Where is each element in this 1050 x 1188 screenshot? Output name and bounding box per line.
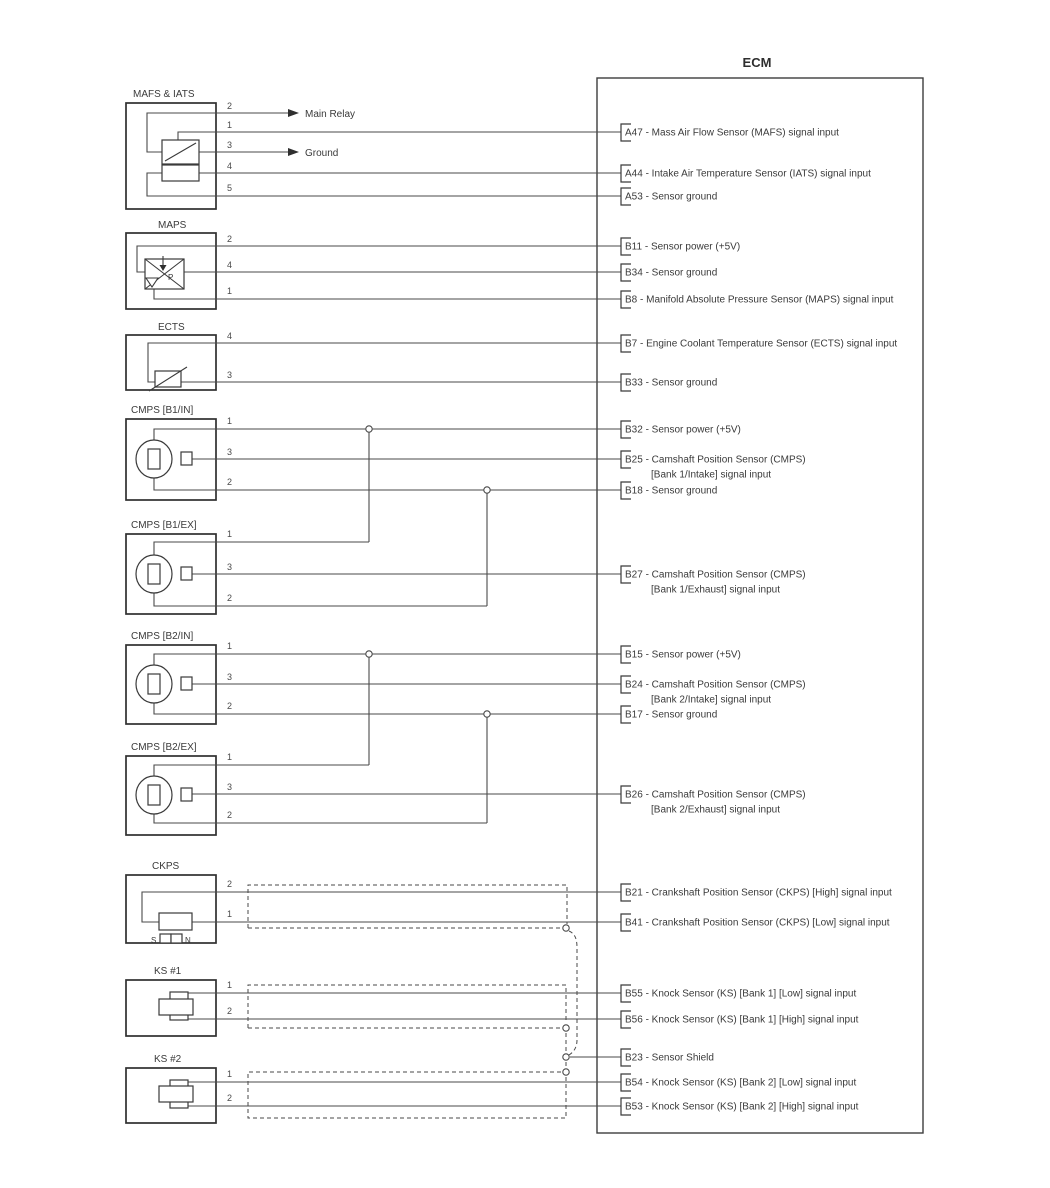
ecm-pin-label: B41 - Crankshaft Position Sensor (CKPS) [Low] signal input <box>625 917 890 929</box>
component-label: CMPS [B1/EX] <box>131 520 197 531</box>
shield-junction-dot <box>563 1069 569 1075</box>
component-label: KS #1 <box>154 966 182 977</box>
ecm-pin-b33 <box>621 374 717 391</box>
pin-number: 1 <box>227 120 233 130</box>
pin-number: 2 <box>227 101 233 111</box>
component-cmps-b1-ex <box>126 520 621 614</box>
component-label: MAFS & IATS <box>133 89 195 100</box>
pin-number: 3 <box>227 782 233 792</box>
ecm-pin-label: A47 - Mass Air Flow Sensor (MAFS) signal input <box>625 127 839 139</box>
pin-number: 1 <box>227 980 233 990</box>
connector-pad <box>181 677 192 690</box>
pin-number: 3 <box>227 140 233 150</box>
pin-number: 4 <box>227 331 233 341</box>
main-relay-target: Main Relay <box>305 109 356 120</box>
ground-target: Ground <box>305 148 339 159</box>
component-label: CMPS [B1/IN] <box>131 405 194 416</box>
ecm-pin-label: B53 - Knock Sensor (KS) [Bank 2] [High] signal input <box>625 1101 859 1113</box>
pin-number: 3 <box>227 672 233 682</box>
ecm-pin-a47 <box>621 124 839 141</box>
wire <box>178 132 621 140</box>
pin-number: 2 <box>227 477 233 487</box>
component-ks1 <box>126 966 621 1036</box>
hall-element <box>148 564 160 584</box>
ecm-pin-label: B15 - Sensor power (+5V) <box>625 649 741 661</box>
wire <box>154 703 621 714</box>
ecm-pin-label-line2: [Bank 1/Exhaust] signal input <box>651 584 780 596</box>
ecm-pin-label: A53 - Sensor ground <box>625 191 718 203</box>
wire <box>154 429 621 440</box>
ecm-pin-label: B26 - Camshaft Position Sensor (CMPS) <box>625 789 806 801</box>
pin-number: 2 <box>227 234 233 244</box>
ecm-pin-label: B56 - Knock Sensor (KS) [Bank 1] [High] signal input <box>625 1014 859 1026</box>
ecm-pin-label-line2: [Bank 2/Intake] signal input <box>651 694 772 706</box>
pin-number: 1 <box>227 416 233 426</box>
arrowhead-icon <box>288 148 299 156</box>
ecm-pin-b34 <box>621 264 717 281</box>
pin-number: 1 <box>227 1069 233 1079</box>
ecm-pin-label: B27 - Camshaft Position Sensor (CMPS) <box>625 569 806 581</box>
ecm-pin-label: B54 - Knock Sensor (KS) [Bank 2] [Low] signal input <box>625 1077 857 1089</box>
ecm-pin-label: B18 - Sensor ground <box>625 485 718 497</box>
iats-element-symbol <box>162 165 199 181</box>
shield-wiring <box>248 885 621 1118</box>
pin-number: 2 <box>227 593 233 603</box>
ecm-pin-b32 <box>621 421 741 438</box>
ecm-pin-b23 <box>621 1049 714 1066</box>
pin-number: 2 <box>227 810 233 820</box>
pin-number: 5 <box>227 183 233 193</box>
ecm-pin-b56 <box>621 1011 859 1028</box>
wire <box>147 173 621 196</box>
shield-junction-dot <box>563 925 569 931</box>
ecm-pin-b8 <box>621 291 894 308</box>
ecm-pin-label: B11 - Sensor power (+5V) <box>625 241 741 253</box>
component-label: CMPS [B2/IN] <box>131 631 194 642</box>
ecm-pin-label: B25 - Camshaft Position Sensor (CMPS) <box>625 454 806 466</box>
ecm-pin-a44 <box>621 165 871 182</box>
hall-element <box>148 449 160 469</box>
ecm-pin-label: B32 - Sensor power (+5V) <box>625 424 741 436</box>
hall-element <box>148 785 160 805</box>
ks2-shield-wire <box>248 1072 566 1118</box>
component-mafs-iats <box>126 89 621 209</box>
wire <box>148 343 621 382</box>
component-maps <box>126 220 621 309</box>
component-label: KS #2 <box>154 1054 182 1065</box>
ecm-pin-label: B24 - Camshaft Position Sensor (CMPS) <box>625 679 806 691</box>
pin-number: 4 <box>227 161 233 171</box>
pin-number: 1 <box>227 752 233 762</box>
ecm-pin-b17 <box>621 706 717 723</box>
magnet-south-label: S <box>151 936 157 945</box>
component-ks2 <box>126 1054 621 1123</box>
ecm-pin-b15 <box>621 646 741 663</box>
component-ects <box>126 322 621 391</box>
pin-number: 2 <box>227 701 233 711</box>
junction-dot <box>366 651 372 657</box>
ecm-pin-label-line2: [Bank 2/Exhaust] signal input <box>651 804 780 816</box>
pin-number: 3 <box>227 370 233 380</box>
shield-junction-dot <box>563 1054 569 1060</box>
ecm-pin-label: B55 - Knock Sensor (KS) [Bank 1] [Low] signal input <box>625 988 857 1000</box>
hall-element <box>148 674 160 694</box>
junction-dot <box>366 426 372 432</box>
ecm-pin-b54 <box>621 1074 856 1091</box>
magnet-symbol <box>171 934 182 943</box>
ecm-pin-b11 <box>621 238 740 255</box>
ecm-box <box>597 78 923 1133</box>
pin-number: 2 <box>227 1093 233 1103</box>
component-cmps-b2-ex <box>126 742 621 835</box>
pin-number: 1 <box>227 529 233 539</box>
junction-dot <box>484 487 490 493</box>
ecm-pin-label: B17 - Sensor ground <box>625 709 718 721</box>
ecm-pin-label: B33 - Sensor ground <box>625 377 718 389</box>
pin-number: 2 <box>227 879 233 889</box>
wire <box>154 478 621 490</box>
pin-number: 1 <box>227 286 233 296</box>
shield-junction-dot <box>563 1025 569 1031</box>
ecm-pin-label: B21 - Crankshaft Position Sensor (CKPS) [High] signal input <box>625 887 892 899</box>
ecm-pin-b7 <box>621 335 897 352</box>
arrowhead-icon <box>288 109 299 117</box>
component-label: CMPS [B2/EX] <box>131 742 197 753</box>
ks1-shield-wire <box>248 985 566 1028</box>
piezo-symbol <box>159 1086 193 1102</box>
pin-number: 3 <box>227 562 233 572</box>
wire <box>154 654 621 665</box>
component-label: MAPS <box>158 220 187 231</box>
ecm-pin-label: B34 - Sensor ground <box>625 267 718 279</box>
component-label: ECTS <box>158 322 185 333</box>
ecm-pin-label: B23 - Sensor Shield <box>625 1052 714 1064</box>
ecm-pin-b41 <box>621 914 890 931</box>
ecm-pin-label: A44 - Intake Air Temperature Sensor (IATS) signal input <box>625 168 871 180</box>
pin-number: 4 <box>227 260 233 270</box>
connector-pad <box>181 452 192 465</box>
component-label: CKPS <box>152 861 180 872</box>
ecm-pin-a53 <box>621 188 717 205</box>
ecm-pin-label-line2: [Bank 1/Intake] signal input <box>651 469 772 481</box>
magnet-symbol <box>160 934 171 943</box>
component-ckps <box>126 861 621 945</box>
pin-number: 1 <box>227 909 233 919</box>
pin-number: 3 <box>227 447 233 457</box>
magnet-north-label: N <box>185 936 191 945</box>
ecm-pin-b18 <box>621 482 717 499</box>
piezo-symbol <box>159 999 193 1015</box>
pin-number: 1 <box>227 641 233 651</box>
ecm-pin-b53 <box>621 1098 859 1115</box>
ecm-pin-label: B8 - Manifold Absolute Pressure Sensor (MAPS) signal input <box>625 294 894 306</box>
ecm-pin-label: B7 - Engine Coolant Temperature Sensor (ECTS) signal input <box>625 338 898 350</box>
connector-pad <box>181 788 192 801</box>
connector-pad <box>181 567 192 580</box>
pressure-letter: P <box>168 273 174 282</box>
component-box <box>126 875 216 943</box>
coil-symbol <box>159 913 192 930</box>
junction-dot <box>484 711 490 717</box>
ecm-pin-b21 <box>621 884 892 901</box>
ecm-pin-b55 <box>621 985 856 1002</box>
wire <box>154 289 621 299</box>
ecm-title: ECM <box>742 55 772 70</box>
pin-number: 2 <box>227 1006 233 1016</box>
